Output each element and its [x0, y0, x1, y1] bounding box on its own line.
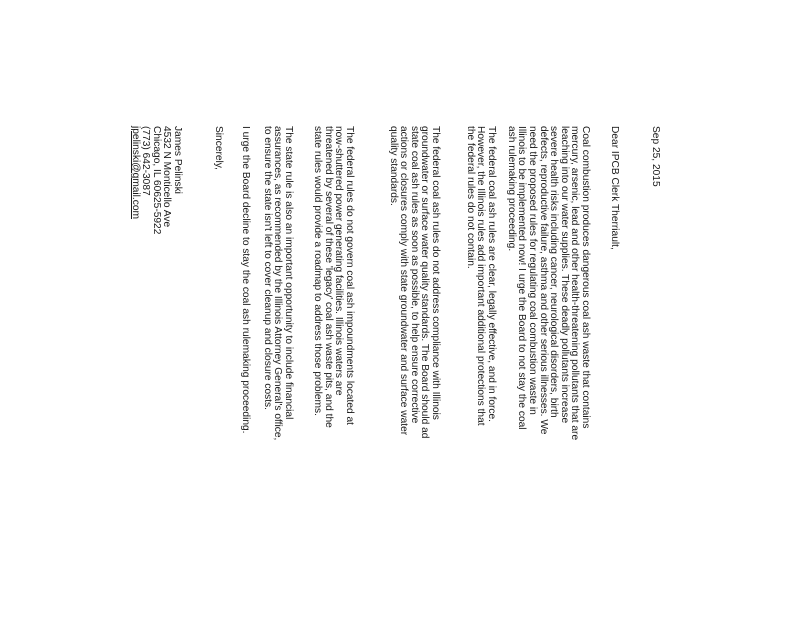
letter-signoff: Sincerely,: [213, 126, 224, 170]
letter-paragraph: The federal coal ash rules are clear, legally effective, and in force. However, the Illinois rules add important additional protections that the federal rules do not contain.: [464, 126, 497, 426]
letter-paragraph: The state rule is also an important opportunity to include financial assurances, as recommended by the Illinois Attorney General's office, to ensure the state isn't left to cover cleanup and closure costs.: [261, 126, 294, 441]
signer-city: Chicago, IL 60625-5922: [150, 126, 162, 235]
letter-paragraph: Coal combustion produces dangerous coal ash waste that contains mercury, arsenic, lead and other health-threatening pollutants that are leaching into our water supplies. These deadly pollutants increase severe health risks including cancer, neurological disorders, birth defects, reproductive failure, asthma and other serious illnesses. We need the proposed rules for regulating coal combustion waste in Illinois to be implemented now! I urge the Board to not stay the coal ash rulemaking proceeding.: [505, 126, 591, 441]
signer-name: James Pelinski: [172, 126, 183, 194]
signer-phone: (773) 642-3087: [140, 126, 152, 196]
signature-block: [129, 126, 182, 234]
closing-request: I urge the Board decline to stay the coal ash rulemaking proceeding.: [240, 126, 251, 434]
signer-email: jpelinski@gmail.com: [129, 126, 141, 220]
letter-salutation: Dear IPCB Clerk Therriault,: [609, 126, 620, 250]
signer-street: 4532 N Monticello Ave: [161, 126, 173, 228]
letter-paragraph: The federal rules do not govern coal ash impoundments located at now-shuttered power generating facilities. Illinois waters are threatened by several of these 'legacy' coal ash waste pits, and the state rules would provide a roadmap to address those problems.: [312, 126, 355, 428]
letter-paragraph: The federal coal ash rules do not address compliance with Illinois groundwater or surface water quality standards. The Board should ad state coal ash rules as soon as possible, to help ensure corrective actions or closures comply with state groundwater and surface water quality standards.: [387, 126, 441, 439]
letter-date: Sep 25, 2015: [650, 126, 661, 187]
